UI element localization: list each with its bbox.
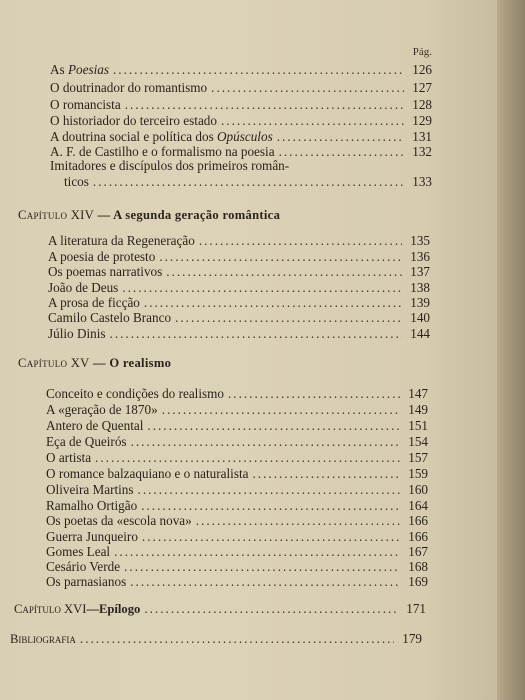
chapter-dash: — [94, 208, 114, 222]
toc-entry-page: 168 [408, 559, 428, 574]
toc-entry [48, 280, 430, 295]
toc-entry [46, 498, 428, 513]
bibliography-label: Bibliografia [10, 632, 76, 646]
toc-leader [93, 174, 404, 189]
toc-entry-page: 157 [408, 450, 428, 465]
chapter-label: Capítulo XV [18, 356, 90, 370]
toc-entry [50, 113, 432, 128]
toc-entry-page: 127 [412, 80, 432, 95]
toc-entry-title: A poesia de protesto [48, 249, 156, 264]
toc-leader [125, 97, 404, 112]
toc-entry-page: 140 [410, 310, 430, 325]
chapter-label: Capítulo XVI [14, 602, 87, 616]
toc-entry-title: Cesário Verde [46, 559, 121, 574]
toc-leader [162, 402, 400, 417]
toc-entry [46, 513, 428, 528]
toc-entry-page: 137 [410, 264, 430, 279]
toc-entry [46, 559, 428, 574]
toc-entry-title: O artista [46, 450, 92, 465]
toc-entry [48, 295, 430, 310]
toc-entry [46, 466, 428, 481]
toc-leader [142, 529, 400, 544]
toc-entry-page: 164 [408, 498, 428, 513]
toc-entry-page: 151 [408, 418, 428, 433]
toc-entry-page: 159 [408, 466, 428, 481]
toc-entry-page: 167 [408, 544, 428, 559]
toc-leader [211, 80, 404, 95]
toc-leader [166, 264, 402, 279]
toc-leader [114, 544, 400, 559]
toc-leader [131, 434, 400, 449]
toc-entry [48, 326, 430, 341]
toc-entry-page: 160 [408, 482, 428, 497]
toc-entry-title: A. F. de Castilho e o formalismo na poesia [50, 144, 275, 159]
toc-entry-title: Os parnasianos [46, 574, 127, 589]
toc-entry-title: O romancista [50, 97, 121, 112]
toc-entry-page: 166 [408, 513, 428, 528]
toc-entry-title: Os poetas da «escola nova» [46, 513, 192, 528]
toc-entry-page: 139 [410, 295, 430, 310]
toc-entry-title: Guerra Junqueiro [46, 529, 138, 544]
toc-entry-page: 154 [408, 434, 428, 449]
toc-entry-title: A «geração de 1870» [46, 402, 158, 417]
toc-leader [122, 280, 402, 295]
toc-entry-title-line1: Imitadores e discípulos dos primeiros român- [50, 158, 290, 173]
page-edge [497, 0, 525, 700]
toc-leader [130, 574, 400, 589]
toc-leader [147, 418, 400, 433]
toc-entry-title: O romance balzaquiano e o naturalista [46, 466, 249, 481]
toc-entry-page: 132 [412, 144, 432, 159]
toc-entry [48, 233, 430, 248]
toc-entry [50, 80, 432, 95]
toc-entry-page: 131 [412, 129, 432, 144]
toc-leader [196, 513, 400, 528]
toc-leader [141, 498, 400, 513]
toc-entry-page: 136 [410, 249, 430, 264]
chapter-label: Capítulo XIV [18, 208, 95, 222]
toc-leader [138, 482, 400, 497]
toc-entry-title: João de Deus [48, 280, 119, 295]
toc-leader [144, 601, 398, 616]
toc-entry-title: Camilo Castelo Branco [48, 310, 172, 325]
toc-entry-page: 129 [412, 113, 432, 128]
toc-entry-title: O historiador do terceiro estado [50, 113, 217, 128]
italic-work-title: Poesias [67, 62, 109, 77]
toc-entry-page: 169 [408, 574, 428, 589]
toc-entry-title: A prosa de ficção [48, 295, 140, 310]
toc-entry-title: Júlio Dinis [48, 326, 106, 341]
toc-entry-page: 144 [410, 326, 430, 341]
toc-entry-title: A literatura da Regeneração [48, 233, 195, 248]
toc-entry-title: Eça de Queirós [46, 434, 127, 449]
toc-entry-title-line2: ticos [64, 174, 89, 189]
toc-leader [279, 144, 404, 159]
toc-entry-title: Antero de Quental [46, 418, 144, 433]
toc-entry [48, 249, 430, 264]
toc-entry-page: 166 [408, 529, 428, 544]
bibliography-entry [10, 631, 422, 647]
toc-entry-title: A doutrina social e política dos Opúsculos [50, 129, 273, 144]
toc-leader [80, 631, 394, 646]
toc-leader [95, 450, 400, 465]
toc-leader [199, 233, 402, 248]
toc-entry-page: 171 [406, 601, 426, 616]
toc-entry [46, 544, 428, 559]
chapter-dash: — [89, 356, 110, 370]
toc-entry [46, 434, 428, 449]
toc-entry-page: 133 [412, 174, 432, 189]
toc-entry-title: Os poemas narrativos [48, 264, 163, 279]
toc-entry [46, 482, 428, 497]
chapter-dash: — [86, 602, 100, 616]
chapter-heading [18, 356, 171, 371]
toc-leader [277, 129, 404, 144]
toc-entry [46, 574, 428, 589]
toc-entry-page: 138 [410, 280, 430, 295]
toc-entry [50, 144, 432, 159]
toc-leader [113, 62, 404, 77]
toc-entry [48, 310, 430, 325]
toc-leader [110, 326, 402, 341]
toc-entry [50, 129, 432, 144]
toc-leader [228, 386, 400, 401]
toc-leader [159, 249, 402, 264]
toc-entry-title: O doutrinador do romantismo [50, 80, 208, 95]
toc-leader [175, 310, 402, 325]
toc-entry-page: 126 [412, 62, 432, 77]
toc-entry [46, 450, 428, 465]
chapter-title: O realismo [109, 356, 172, 370]
toc-entry-title: Ramalho Ortigão [46, 498, 138, 513]
toc-entry [46, 418, 428, 433]
toc-entry-title: Conceito e condições do realismo [46, 386, 224, 401]
toc-entry [46, 386, 428, 401]
toc-leader [144, 295, 402, 310]
toc-entry [64, 174, 432, 189]
toc-entry [46, 402, 428, 417]
chapter-heading [18, 208, 280, 223]
chapter-title: Epílogo [99, 602, 141, 616]
toc-entry-title: As Poesias [50, 62, 109, 77]
toc-entry-page: 135 [410, 233, 430, 248]
toc-entry-page: 128 [412, 97, 432, 112]
italic-work-title: Opúsculos [217, 129, 273, 144]
toc-entry-page: 179 [402, 631, 422, 646]
toc-entry [50, 62, 432, 77]
toc-leader [221, 113, 404, 128]
toc-leader [124, 559, 400, 574]
toc-entry-page: 149 [408, 402, 428, 417]
page-column-label: Pág. [412, 46, 432, 58]
toc-entry [46, 529, 428, 544]
toc-entry-page: 147 [408, 386, 428, 401]
toc-entry-title: Oliveira Martins [46, 482, 134, 497]
toc-entry-title: Gomes Leal [46, 544, 111, 559]
toc-leader [253, 466, 401, 481]
chapter-title: A segunda geração romântica [113, 208, 281, 222]
toc-entry [48, 264, 430, 279]
toc-entry [50, 97, 432, 112]
chapter-entry [14, 601, 426, 617]
